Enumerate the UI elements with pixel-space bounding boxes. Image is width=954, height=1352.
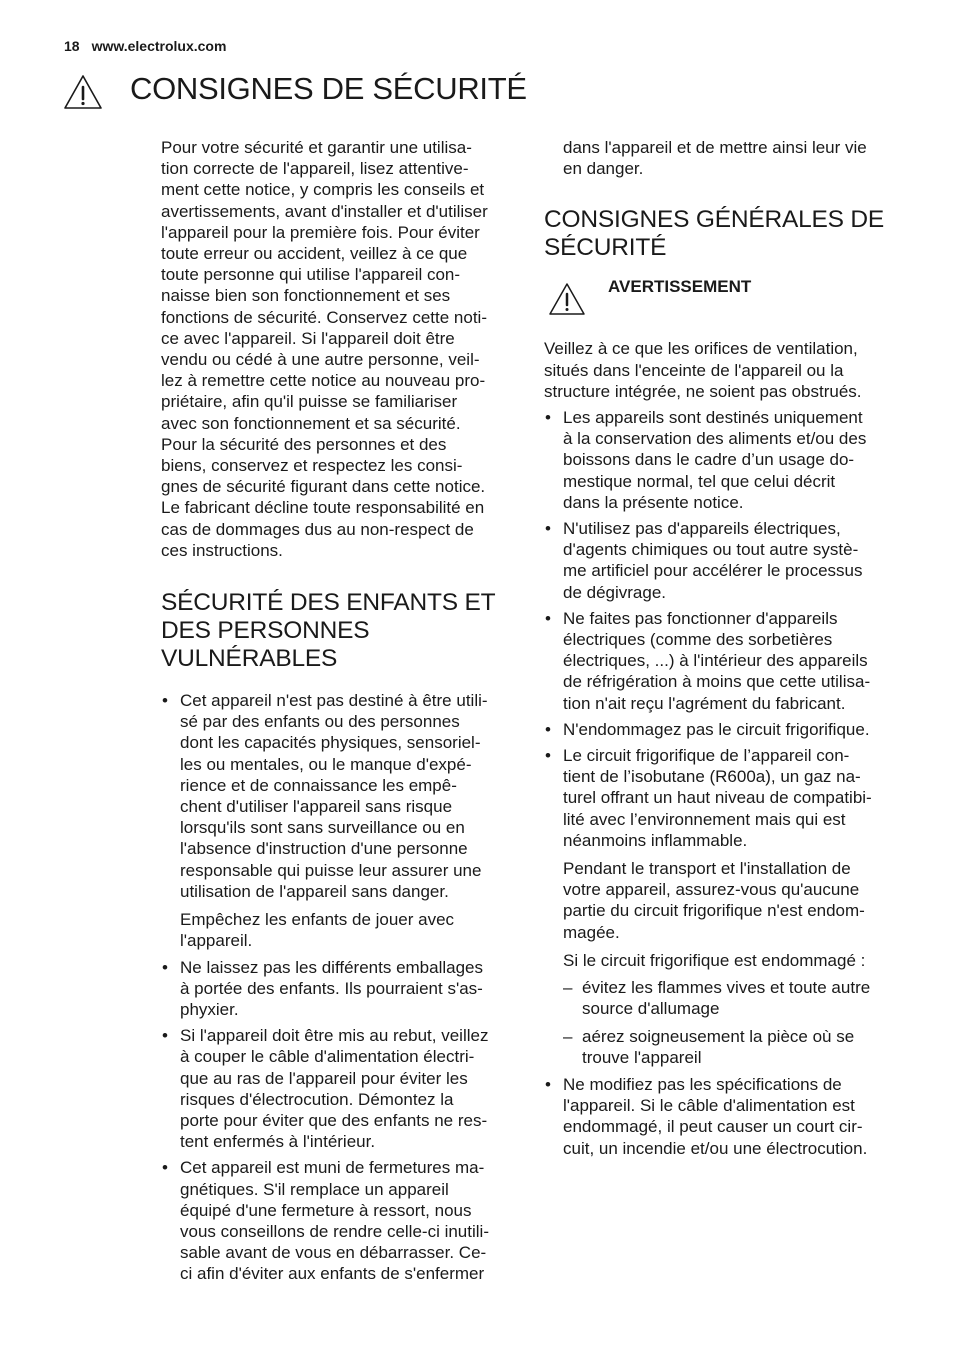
warning-label: AVERTISSEMENT [608, 277, 752, 297]
left-column [161, 137, 511, 1290]
list-item: • Les appareils sont destinés uniquement à la conservation des aliments et/ou des boissons dans le cadre d’un usage do- mestique normal, tel que celui décrit dans la présente notice. [544, 407, 899, 513]
children-safety-list [161, 690, 511, 1284]
section-heading-children: SÉCURITÉ DES ENFANTS ET DES PERSONNES VULNÉRABLES [161, 589, 496, 673]
list-item-note: Pendant le transport et l'installation de votre appareil, assurez-vous qu'aucune partie du circuit frigorifique n'est endom- magée. [563, 859, 865, 942]
general-safety-list [544, 407, 899, 1159]
section-heading-general: CONSIGNES GÉNÉRALES DE SÉCURITÉ [544, 206, 885, 262]
list-item: • N'utilisez pas d'appareils électriques, d'agents chimiques ou tout autre systè- me artificiel pour accélérer le processus de dégivrage. [544, 518, 899, 603]
continuation-text: dans l'appareil et de mettre ainsi leur vie en danger. [563, 138, 867, 179]
list-item-note: Empêchez les enfants de jouer avec l'appareil. [180, 910, 455, 951]
page-title: CONSIGNES DE SÉCURITÉ [130, 71, 527, 106]
dash-item: – évitez les flammes vives et toute autre source d'allumage [563, 977, 899, 1019]
list-item-note: Si le circuit frigorifique est endommagé : [563, 950, 866, 970]
warning-block [544, 276, 899, 326]
page-header [64, 38, 226, 54]
list-item: • N'endommagez pas le circuit frigorifique. [544, 719, 899, 740]
list-item: • Cet appareil n'est pas destiné à être utili- sé par des enfants ou des personnes dont les capacités physiques, sensoriel- les ou mentales, ou le manque d'expé- rience et de connaissance les empê- chent d'utiliser l'appareil sans risque lorsqu'ils sont sans surveillance ou en l'absence d'instruction d'une personne responsable qui puisse leur assurer une utilisation de l'appareil sans danger. Empêchez les enfants de jouer avec l'appareil. [161, 690, 511, 951]
list-item: • Si l'appareil doit être mis au rebut, veillez à couper le câble d'alimentation électri- que au ras de l'appareil pour éviter les risques d'électrocution. Démontez la porte pour éviter que des enfants ne res- tent enfermés à l'intérieur. [161, 1025, 511, 1152]
list-item: • Le circuit frigorifique de l’appareil con- tient de l’isobutane (R600a), un gaz na- turel offrant un haut niveau de compatibi- lité avec l’environnement mais qui est néanmoins inflammable. Pendant le transport et l'installation de votre appareil, assurez-vous qu'aucune partie du circuit frigorifique n'est endom- magée. Si le circuit frigorifique est endommagé : – évitez les flammes vives et toute autre source d'allumage – aérez soigneusement la pièce où se trouve l'appareil [544, 745, 899, 1068]
list-item: • Ne laissez pas les différents emballages à portée des enfants. Ils pourraient s'as- phyxier. [161, 957, 511, 1021]
page-number: 18 [64, 38, 80, 54]
right-column [544, 137, 899, 1164]
list-item: • Ne modifiez pas les spécifications de l'appareil. Si le câble d'alimentation est endommagé, il peut causer un court cir- cuit, un incendie et/ou une électrocution. [544, 1074, 899, 1159]
list-item: • Ne faites pas fonctionner d'appareils électriques (comme des sorbetières électriques, ...) à l'intérieur des appareils de réfrigération à moins que cette utilisa- tion n'ait reçu l'agrément du fabricant. [544, 608, 899, 714]
warning-triangle-icon [63, 74, 103, 110]
website-url: www.electrolux.com [91, 38, 227, 54]
list-item: • Cet appareil est muni de fermetures ma- gnétiques. S'il remplace un appareil équipé d'une fermeture à ressort, nous vous conseillons de rendre celle-ci inutili- sable avant de vous en débarrasser. Ce- ci afin d'éviter aux enfants de s'enfermer [161, 1157, 511, 1284]
intro-paragraph: Pour votre sécurité et garantir une utilisa- tion correcte de l'appareil, lisez attentive- ment cette notice, y compris les conseils et avertissements, avant d'installer et d'utiliser l'appareil pour la première fois. Pour éviter toute erreur ou accident, veillez à ce que toute personne qui utilise l'appareil con- naisse bien son fonctionnement et ses fonctions de sécurité. Conservez cette noti- ce avec l'appareil. Si l'appareil doit être vendu ou cédé à une autre personne, veil- lez à remettre cette notice au nouveau pro- priétaire, afin qu'il puisse se familiariser avec son fonctionnement et sa sécurité. Pour la sécurité des personnes et des biens, conservez et respectez les consi- gnes de sécurité figurant dans cette notice. Le fabricant décline toute responsabilité en cas de dommages dus au non-respect de ces instructions. [161, 138, 488, 560]
warning-triangle-icon [548, 282, 586, 316]
dash-list [563, 977, 899, 1068]
dash-item: – aérez soigneusement la pièce où se trouve l'appareil [563, 1026, 899, 1068]
warning-text: Veillez à ce que les orifices de ventilation, situés dans l'enceinte de l'appareil ou la structure intégrée, ne soient pas obstrués. [544, 339, 862, 401]
